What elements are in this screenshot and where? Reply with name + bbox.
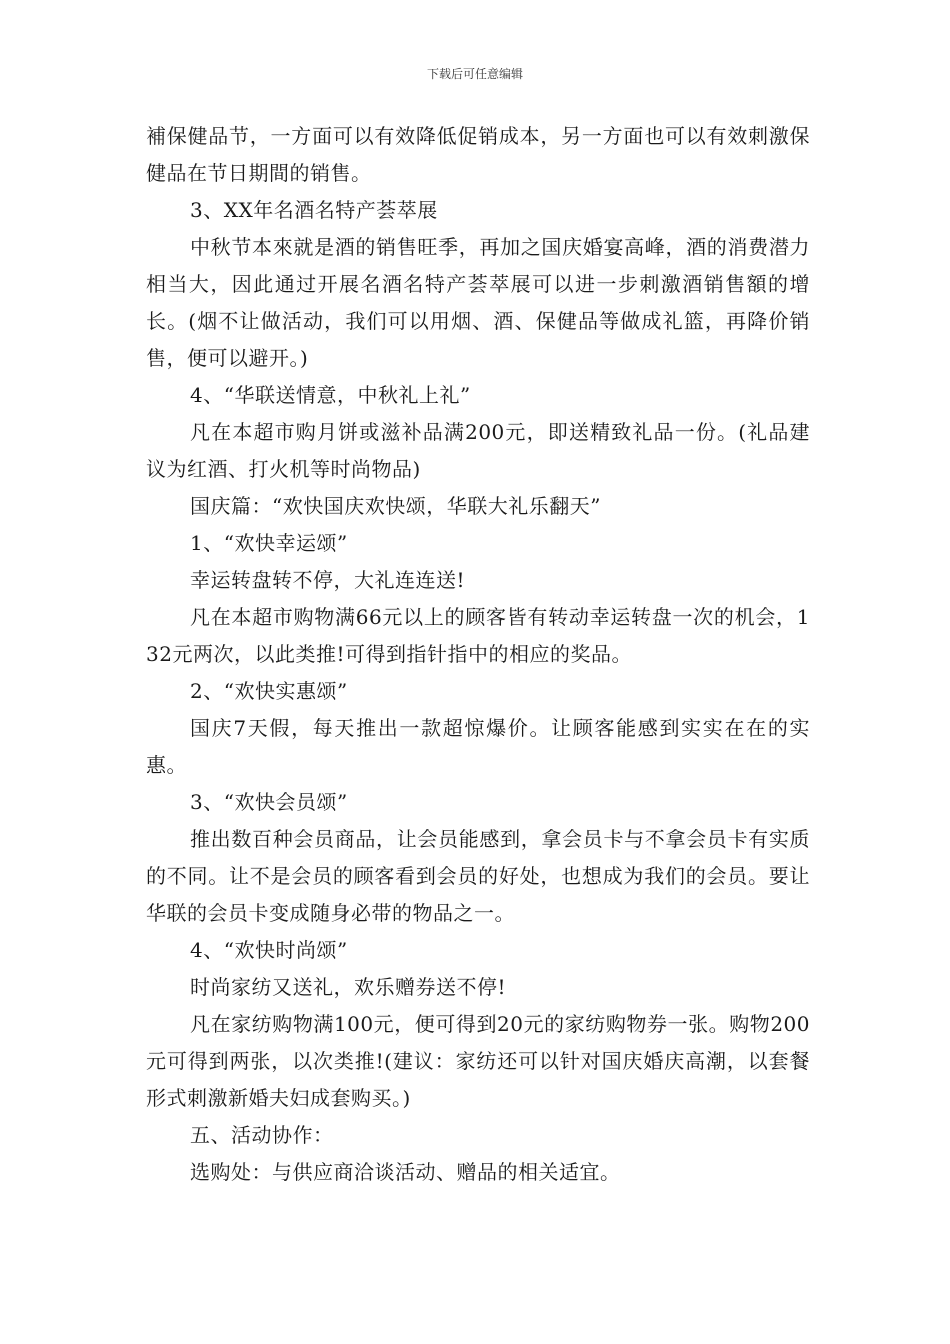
list-heading: 3、“欢快会员颂” — [190, 790, 348, 814]
paragraph: 凡在家纺购物满100元，便可得到20元的家纺购物券一张。购物200元可得到两张，以次类推!(建议：家纺还可以针对国庆婚庆高潮，以套餐形式刺激新婚夫妇成套购买。) — [146, 1012, 810, 1110]
list-heading: 2、“欢快实惠颂” — [190, 679, 348, 703]
paragraph: 推出数百种会员商品，让会员能感到，拿会员卡与不拿会员卡有实质的不同。让不是会员的顾客看到会员的好处，也想成为我们的会员。要让华联的会员卡变成随身必带的物品之一。 — [146, 827, 810, 925]
paragraph: 凡在本超市购物满66元以上的顾客皆有转动幸运转盘一次的机会，132元两次，以此类推!可得到指针指中的相应的奖品。 — [146, 605, 810, 666]
paragraph: 凡在本超市购月饼或滋补品满200元，即送精致礼品一份。(礼品建议为红酒、打火机等时尚物品) — [146, 420, 810, 481]
section-heading: 国庆篇：“欢快国庆欢快颂，华联大礼乐翻天” — [190, 494, 601, 518]
list-heading: 4、“华联送情意，中秋礼上礼” — [190, 383, 471, 407]
list-heading: 3、XX年名酒名特产荟萃展 — [190, 198, 438, 222]
paragraph: 时尚家纺又送礼，欢乐赠券送不停! — [190, 975, 507, 999]
paragraph: 補保健品节，一方面可以有效降低促销成本，另一方面也可以有效刺激保健品在节日期間的销售。 — [146, 124, 810, 185]
list-heading: 4、“欢快时尚颂” — [190, 938, 348, 962]
page-header: 下载后可任意编辑 — [426, 67, 523, 81]
paragraph: 选购处：与供应商洽谈活动、赠品的相关适宜。 — [190, 1160, 621, 1184]
paragraph: 幸运转盘转不停，大礼连连送! — [190, 568, 466, 592]
paragraph: 中秋节本來就是酒的销售旺季，再加之国庆婚宴高峰，酒的消费潜力相当大，因此通过开展名酒名特产荟萃展可以进一步刺激酒销售額的增长。(烟不让做活动，我们可以用烟、酒、保健品等做成礼篮，再降价销售，便可以避开。) — [146, 235, 810, 370]
document-body — [146, 118, 810, 1191]
list-heading: 1、“欢快幸运颂” — [190, 531, 348, 555]
section-heading: 五、活动协作： — [190, 1123, 334, 1147]
paragraph: 国庆7天假，每天推出一款超惊爆价。让顾客能感到实实在在的实惠。 — [146, 716, 810, 777]
